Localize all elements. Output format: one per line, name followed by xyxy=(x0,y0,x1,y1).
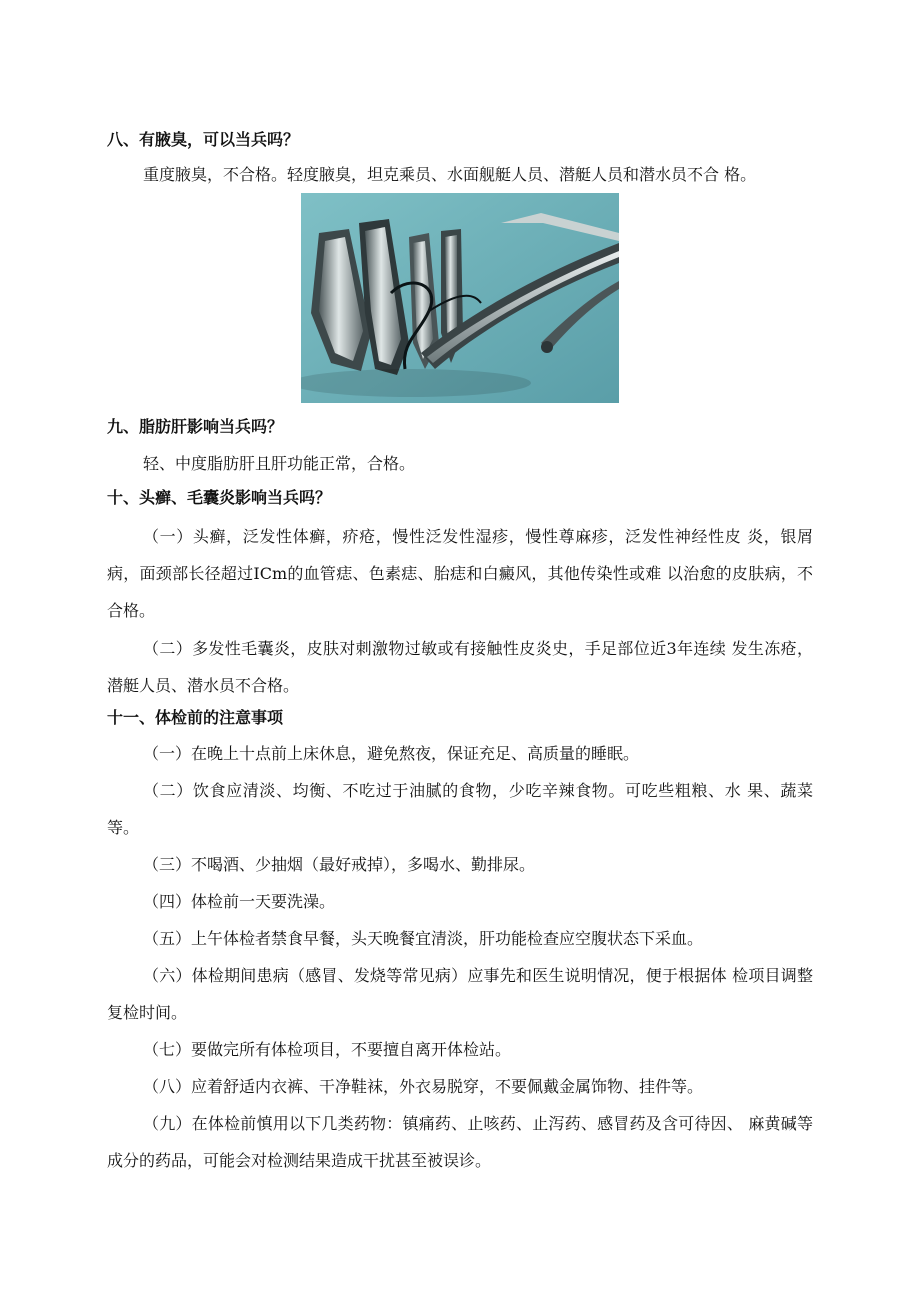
paragraph-11-8: （八）应着舒适内衣裤、干净鞋袜，外衣易脱穿，不要佩戴金属饰物、挂件等。 xyxy=(143,1077,704,1096)
paragraph-11-3: （三）不喝酒、少抽烟（最好戒掉），多喝水、勤排尿。 xyxy=(143,855,536,874)
paragraph-10-1: （一）头癣，泛发性体癣，疥疮，慢性泛发性湿疹，慢性尊麻疹，泛发性神经性皮 炎，银屑病，面颈部长径超过ICm的血管痣、色素痣、胎痣和白癜风，其他传染性或难 以治愈的皮肤病，不合格。 xyxy=(107,527,813,620)
paragraph-11-9: （九）在体检前慎用以下几类药物：镇痛药、止咳药、止泻药、感冒药及含可待因、 麻黄碱等成分的药品，可能会对检测结果造成干扰甚至被误诊。 xyxy=(107,1114,813,1170)
paragraph-10-2: （二）多发性毛囊炎，皮肤对刺激物过敏或有接触性皮炎史，手足部位近3年连续 发生冻疮，潜艇人员、潜水员不合格。 xyxy=(107,639,813,695)
paragraph-11-1: （一）在晚上十点前上床休息，避免熬夜，保证充足、高质量的睡眠。 xyxy=(143,744,640,763)
section-heading-9: 九、脂肪肝影响当兵吗？ xyxy=(107,417,284,436)
paragraph-9-1: 轻、中度脂肪肝且肝功能正常，合格。 xyxy=(143,454,416,473)
paragraph-11-5: （五）上午体检者禁食早餐，头天晚餐宜清淡，肝功能检查应空腹状态下采血。 xyxy=(143,929,704,948)
section-heading-11: 十一、体检前的注意事项 xyxy=(107,708,284,727)
section-heading-10: 十、头癣、毛囊炎影响当兵吗？ xyxy=(107,488,332,507)
paragraph-8-1: 重度腋臭，不合格。轻度腋臭，坦克乘员、水面舰艇人员、潜艇人员和潜水员不合 格。 xyxy=(143,165,757,184)
paragraph-11-2: （二）饮食应清淡、均衡、不吃过于油腻的食物，少吃辛辣食物。可吃些粗粮、水 果、蔬菜等。 xyxy=(107,781,813,837)
section-heading-8: 八、有腋臭，可以当兵吗？ xyxy=(107,130,300,149)
paragraph-11-4: （四）体检前一天要洗澡。 xyxy=(143,892,336,911)
surgical-instruments-photo xyxy=(301,193,619,403)
paragraph-11-7: （七）要做完所有体检项目，不要擅自离开体检站。 xyxy=(143,1040,512,1059)
paragraph-11-6: （六）体检期间患病（感冒、发烧等常见病）应事先和医生说明情况，便于根据体 检项目调整复检时间。 xyxy=(107,966,813,1022)
